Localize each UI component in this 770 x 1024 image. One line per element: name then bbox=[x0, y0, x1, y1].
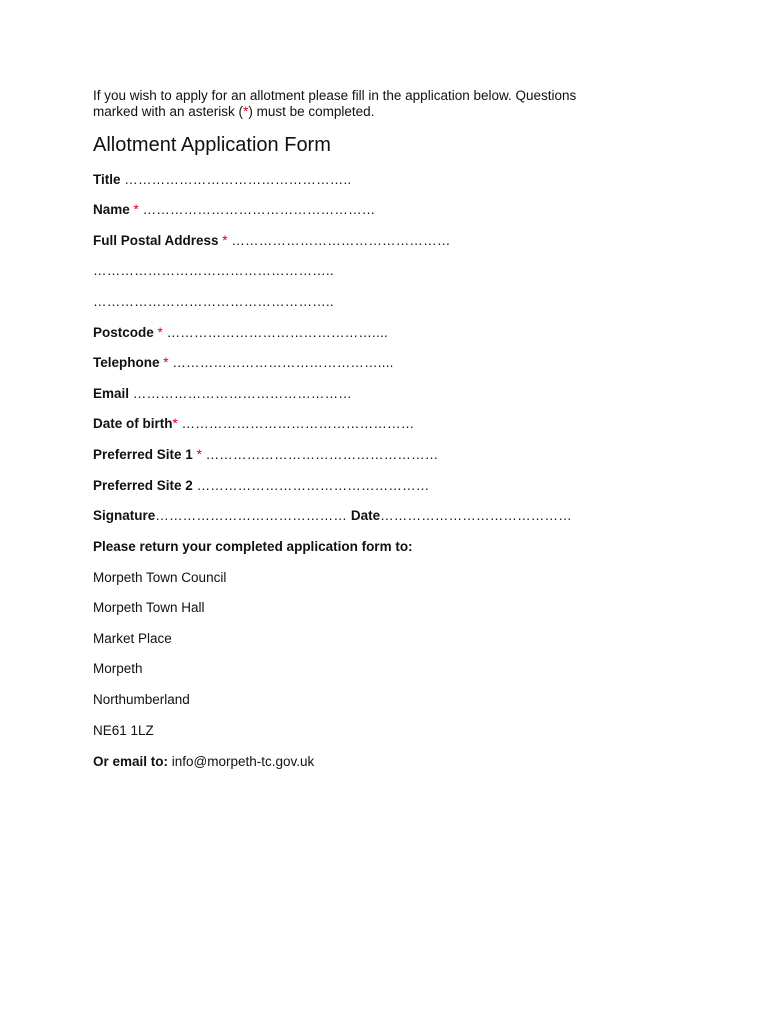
intro-line-1: If you wish to apply for an allotment please fill in the application below. Questions bbox=[93, 88, 577, 103]
field-date-label: Date bbox=[350, 508, 381, 523]
field-site-1-line[interactable]: …………………………………………… bbox=[205, 447, 439, 462]
field-title-label: Title bbox=[93, 172, 121, 187]
field-name[interactable] bbox=[93, 202, 375, 218]
field-email[interactable] bbox=[93, 386, 352, 402]
field-address-line-3[interactable] bbox=[93, 294, 334, 310]
email-line bbox=[93, 754, 314, 770]
address-line-6: NE61 1LZ bbox=[93, 723, 154, 738]
intro-line-2-pre: marked with an asterisk ( bbox=[93, 104, 244, 119]
field-telephone-asterisk: * bbox=[163, 355, 169, 370]
field-address-line-2-dots[interactable]: …………………………………………….. bbox=[93, 263, 334, 278]
field-name-line[interactable]: …………………………………………… bbox=[142, 202, 376, 217]
intro-asterisk: * bbox=[243, 104, 249, 119]
field-signature[interactable] bbox=[93, 508, 572, 524]
intro-line-2-post: ) must be completed. bbox=[248, 104, 375, 119]
field-site-2-label: Preferred Site 2 bbox=[93, 478, 193, 493]
field-telephone-label: Telephone bbox=[93, 355, 160, 370]
field-site-1-asterisk: * bbox=[196, 447, 202, 462]
field-address-asterisk: * bbox=[222, 233, 228, 248]
field-dob[interactable] bbox=[93, 416, 414, 432]
field-dob-line[interactable]: …………………………………………… bbox=[181, 416, 415, 431]
field-site-1[interactable] bbox=[93, 447, 439, 463]
document-page bbox=[93, 88, 693, 769]
address-line-5: Northumberland bbox=[93, 692, 190, 707]
field-site-2-line[interactable]: …………………………………………… bbox=[196, 478, 430, 493]
field-telephone-line[interactable]: ……………………………………….... bbox=[172, 355, 394, 370]
return-heading: Please return your completed application form to: bbox=[93, 539, 413, 554]
field-address[interactable] bbox=[93, 233, 451, 249]
field-address-line[interactable]: ………………………………………… bbox=[231, 233, 451, 248]
field-postcode-asterisk: * bbox=[157, 325, 163, 340]
address-line-1: Morpeth Town Council bbox=[93, 570, 227, 585]
field-postcode-label: Postcode bbox=[93, 325, 154, 340]
field-title-line[interactable]: ………………………………………….. bbox=[124, 172, 352, 187]
field-dob-label: Date of birth bbox=[93, 416, 173, 431]
field-postcode-line[interactable]: ……………………………………….... bbox=[166, 325, 388, 340]
field-title[interactable] bbox=[93, 172, 351, 188]
field-site-1-label: Preferred Site 1 bbox=[93, 447, 193, 462]
field-dob-asterisk: * bbox=[172, 416, 178, 431]
address-line-2: Morpeth Town Hall bbox=[93, 600, 205, 615]
field-address-label: Full Postal Address bbox=[93, 233, 219, 248]
field-signature-line[interactable]: …………………………………… bbox=[155, 508, 348, 523]
form-title: Allotment Application Form bbox=[93, 134, 331, 156]
address-line-3: Market Place bbox=[93, 631, 172, 646]
field-telephone[interactable] bbox=[93, 355, 394, 371]
field-date-line[interactable]: …………………………………… bbox=[380, 508, 572, 523]
field-address-line-3-dots[interactable]: …………………………………………….. bbox=[93, 294, 334, 309]
field-name-label: Name bbox=[93, 202, 130, 217]
field-address-line-2[interactable] bbox=[93, 263, 334, 279]
field-email-line[interactable]: ………………………………………… bbox=[132, 386, 352, 401]
email-address-link[interactable]: info@morpeth-tc.gov.uk bbox=[171, 754, 315, 769]
address-line-4: Morpeth bbox=[93, 661, 143, 676]
intro-text bbox=[93, 88, 693, 120]
field-email-label: Email bbox=[93, 386, 130, 401]
field-postcode[interactable] bbox=[93, 325, 388, 341]
field-site-2[interactable] bbox=[93, 478, 429, 494]
field-signature-label: Signature bbox=[93, 508, 156, 523]
field-name-asterisk: * bbox=[133, 202, 139, 217]
email-line-label: Or email to: bbox=[93, 754, 169, 769]
